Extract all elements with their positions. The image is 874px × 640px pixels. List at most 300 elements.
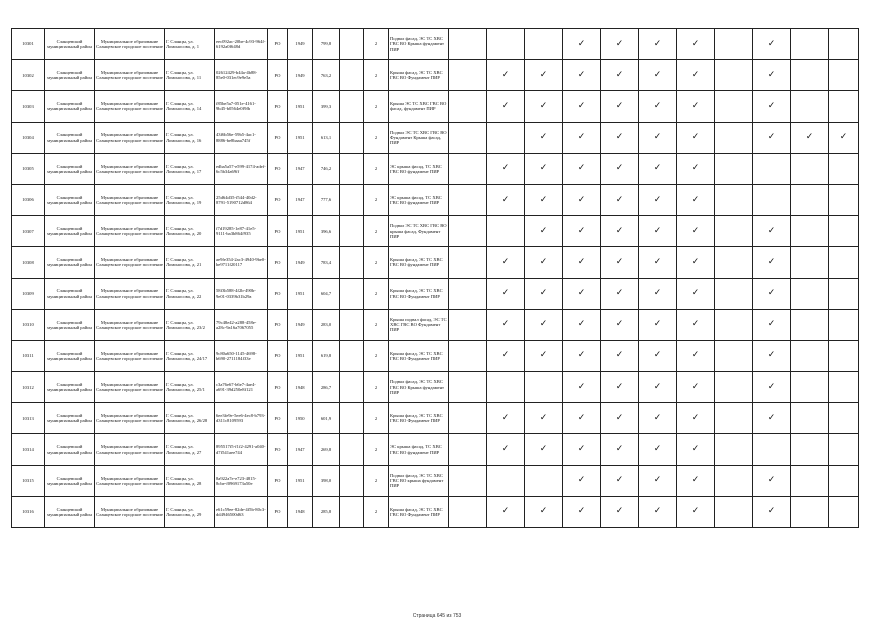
checkmark-icon: ✓ xyxy=(577,444,586,455)
form-cell: РО xyxy=(268,29,288,60)
guid-cell: 58f3b588-4f2b-490b-9e01-0339b31b29a xyxy=(215,278,268,309)
year-cell: 1951 xyxy=(288,91,313,122)
area-cell: 269,8 xyxy=(313,434,340,465)
checkmark-icon: ✓ xyxy=(501,288,510,299)
address-cell: Г. Сланцы, ул. Ломоносова, д. 21 xyxy=(165,247,215,278)
guid-cell: 79c48e42-a288-458e-a28c-9a16a7067055 xyxy=(215,309,268,340)
work-type-cell xyxy=(715,91,753,122)
work-type-cell xyxy=(487,29,525,60)
table-row xyxy=(12,122,859,153)
checkmark-icon: ✓ xyxy=(577,256,586,267)
works-cell: Крыша фасад, ЭС ТС ХВС ГВС ВО фундамент ПИР xyxy=(389,247,449,278)
empty-cell xyxy=(340,465,364,496)
guid-cell: 25d64d35-f544-40d2-8791-5190712d864 xyxy=(215,184,268,215)
checkmark-icon: ✓ xyxy=(691,163,700,174)
work-type-cell xyxy=(715,496,753,527)
work-type-cell xyxy=(563,184,601,215)
work-type-cell xyxy=(677,60,715,91)
work-type-cell xyxy=(563,465,601,496)
work-type-cell xyxy=(601,403,639,434)
municipality-cell: Муниципальное образование Сланцевское городское поселение xyxy=(95,122,165,153)
work-type-cell xyxy=(525,153,563,184)
checkmark-icon: ✓ xyxy=(615,319,624,330)
checkmark-icon: ✓ xyxy=(577,475,586,486)
checkmark-icon: ✓ xyxy=(577,69,586,80)
work-type-cell xyxy=(753,153,791,184)
checkmark-icon: ✓ xyxy=(653,256,662,267)
checkmark-icon: ✓ xyxy=(615,163,624,174)
work-type-cell xyxy=(639,496,677,527)
works-cell: Подвал фасад, ЭС ТС ХВС ГВС ВО крыша фундамент ПИР xyxy=(389,465,449,496)
work-type-cell xyxy=(677,496,715,527)
work-type-cell xyxy=(525,434,563,465)
checkmark-icon: ✓ xyxy=(615,475,624,486)
checkmark-icon: ✓ xyxy=(539,194,548,205)
work-type-cell xyxy=(563,153,601,184)
checkmark-icon: ✓ xyxy=(767,475,776,486)
work-type-cell xyxy=(715,278,753,309)
checkmark-icon: ✓ xyxy=(767,38,776,49)
works-cell: ЭС крыша фасад, ТС ХВС ГВС ВО фундамент ПИР xyxy=(389,153,449,184)
work-type-cell xyxy=(639,403,677,434)
row-id: 10306 xyxy=(12,184,45,215)
district-cell: Сланцевский муниципальный район xyxy=(45,340,95,371)
checkmark-icon: ✓ xyxy=(615,38,624,49)
checkmark-icon: ✓ xyxy=(615,100,624,111)
empty-cell xyxy=(340,216,364,247)
checkmark-icon: ✓ xyxy=(501,256,510,267)
district-cell: Сланцевский муниципальный район xyxy=(45,29,95,60)
address-cell: Г. Сланцы, ул. Ломоносова, д. 24/17 xyxy=(165,340,215,371)
empty-cell xyxy=(340,372,364,403)
district-cell: Сланцевский муниципальный район xyxy=(45,122,95,153)
year-cell: 1949 xyxy=(288,29,313,60)
checkmark-icon: ✓ xyxy=(767,506,776,517)
area-cell: 286,7 xyxy=(313,372,340,403)
number-cell: 2 xyxy=(364,122,389,153)
checkmark-icon: ✓ xyxy=(615,381,624,392)
work-type-cell xyxy=(753,372,791,403)
work-type-cell xyxy=(449,60,487,91)
year-cell: 1948 xyxy=(288,372,313,403)
table-row xyxy=(12,216,859,247)
table-row xyxy=(12,372,859,403)
work-type-cell xyxy=(829,60,859,91)
work-type-cell xyxy=(753,309,791,340)
district-cell: Сланцевский муниципальный район xyxy=(45,496,95,527)
area-cell: 399,3 xyxy=(313,91,340,122)
number-cell: 2 xyxy=(364,309,389,340)
checkmark-icon: ✓ xyxy=(691,412,700,423)
number-cell: 2 xyxy=(364,29,389,60)
work-type-cell xyxy=(791,29,829,60)
work-type-cell xyxy=(791,403,829,434)
table-row xyxy=(12,434,859,465)
district-cell: Сланцевский муниципальный район xyxy=(45,434,95,465)
number-cell: 2 xyxy=(364,372,389,403)
area-cell: 601,9 xyxy=(313,403,340,434)
checkmark-icon: ✓ xyxy=(539,319,548,330)
checkmark-icon: ✓ xyxy=(501,444,510,455)
work-type-cell xyxy=(677,278,715,309)
work-type-cell xyxy=(753,278,791,309)
work-type-cell xyxy=(753,184,791,215)
work-type-cell xyxy=(449,216,487,247)
work-type-cell xyxy=(487,434,525,465)
work-type-cell xyxy=(601,216,639,247)
works-cell: Крыша ЭС ТС ХВС ГВС ВО фасад, фундамент ПИР xyxy=(389,91,449,122)
housing-register-table xyxy=(11,28,859,528)
work-type-cell xyxy=(639,278,677,309)
work-type-cell xyxy=(829,153,859,184)
checkmark-icon: ✓ xyxy=(653,475,662,486)
works-cell: ЭС крыша фасад, ТС ХВС ГВС ВО фундамент ПИР xyxy=(389,434,449,465)
work-type-cell xyxy=(601,340,639,371)
work-type-cell xyxy=(563,60,601,91)
work-type-cell xyxy=(791,434,829,465)
work-type-cell xyxy=(791,91,829,122)
number-cell: 2 xyxy=(364,60,389,91)
form-cell: РО xyxy=(268,60,288,91)
work-type-cell xyxy=(677,465,715,496)
guid-cell: edba5a57-e599-4174-adef-6c5b34a69ff xyxy=(215,153,268,184)
work-type-cell xyxy=(449,496,487,527)
work-type-cell xyxy=(563,372,601,403)
checkmark-icon: ✓ xyxy=(653,163,662,174)
work-type-cell xyxy=(715,184,753,215)
work-type-cell xyxy=(525,465,563,496)
work-type-cell xyxy=(449,372,487,403)
work-type-cell xyxy=(449,184,487,215)
row-id: 10314 xyxy=(12,434,45,465)
work-type-cell xyxy=(601,91,639,122)
checkmark-icon: ✓ xyxy=(615,506,624,517)
number-cell: 2 xyxy=(364,184,389,215)
address-cell: Г. Сланцы, ул. Ломоносова, д. 25/1 xyxy=(165,372,215,403)
work-type-cell xyxy=(639,372,677,403)
empty-cell xyxy=(340,496,364,527)
work-type-cell xyxy=(449,434,487,465)
work-type-cell xyxy=(601,29,639,60)
work-type-cell xyxy=(677,184,715,215)
area-cell: 613,1 xyxy=(313,122,340,153)
work-type-cell xyxy=(791,247,829,278)
address-cell: Г. Сланцы, ул. Ломоносова, д. 11 xyxy=(165,60,215,91)
form-cell: РО xyxy=(268,91,288,122)
form-cell: РО xyxy=(268,247,288,278)
checkmark-icon: ✓ xyxy=(539,163,548,174)
work-type-cell xyxy=(829,247,859,278)
work-type-cell xyxy=(677,216,715,247)
checkmark-icon: ✓ xyxy=(577,132,586,143)
work-type-cell xyxy=(601,60,639,91)
work-type-cell xyxy=(487,309,525,340)
work-type-cell xyxy=(487,465,525,496)
checkmark-icon: ✓ xyxy=(653,132,662,143)
work-type-cell xyxy=(563,309,601,340)
checkmark-icon: ✓ xyxy=(691,475,700,486)
work-type-cell xyxy=(829,496,859,527)
guid-cell: 43f6b56e-59b5-4ac1-8886-be8baaa745f xyxy=(215,122,268,153)
checkmark-icon: ✓ xyxy=(653,194,662,205)
municipality-cell: Муниципальное образование Сланцевское городское поселение xyxy=(95,153,165,184)
work-type-cell xyxy=(449,340,487,371)
work-type-cell xyxy=(563,91,601,122)
district-cell: Сланцевский муниципальный район xyxy=(45,184,95,215)
row-id: 10305 xyxy=(12,153,45,184)
work-type-cell xyxy=(525,122,563,153)
work-type-cell xyxy=(639,122,677,153)
work-type-cell xyxy=(715,60,753,91)
area-cell: 396,6 xyxy=(313,216,340,247)
checkmark-icon: ✓ xyxy=(653,444,662,455)
checkmark-icon: ✓ xyxy=(539,350,548,361)
area-cell: 763,2 xyxy=(313,60,340,91)
year-cell: 1947 xyxy=(288,434,313,465)
year-cell: 1950 xyxy=(288,403,313,434)
guid-cell: f85be5a7-051e-4161-9b45-b0564e0f9fb xyxy=(215,91,268,122)
work-type-cell xyxy=(715,247,753,278)
municipality-cell: Муниципальное образование Сланцевское городское поселение xyxy=(95,91,165,122)
work-type-cell xyxy=(449,278,487,309)
row-id: 10302 xyxy=(12,60,45,91)
number-cell: 2 xyxy=(364,403,389,434)
checkmark-icon: ✓ xyxy=(615,350,624,361)
empty-cell xyxy=(340,153,364,184)
work-type-cell xyxy=(525,91,563,122)
checkmark-icon: ✓ xyxy=(767,412,776,423)
work-type-cell xyxy=(677,372,715,403)
empty-cell xyxy=(340,403,364,434)
checkmark-icon: ✓ xyxy=(767,288,776,299)
work-type-cell xyxy=(563,434,601,465)
checkmark-icon: ✓ xyxy=(691,319,700,330)
row-id: 10315 xyxy=(12,465,45,496)
work-type-cell xyxy=(639,29,677,60)
guid-cell: 9c80a650-1145-4698-b690-2711184f33e xyxy=(215,340,268,371)
work-type-cell xyxy=(601,184,639,215)
checkmark-icon: ✓ xyxy=(691,288,700,299)
checkmark-icon: ✓ xyxy=(577,194,586,205)
municipality-cell: Муниципальное образование Сланцевское городское поселение xyxy=(95,340,165,371)
area-cell: 398,0 xyxy=(313,465,340,496)
works-cell: Крыша фасад, ЭС ТС ХВС ГВС ВО Фундамент ПИР xyxy=(389,496,449,527)
table-row xyxy=(12,60,859,91)
form-cell: РО xyxy=(268,122,288,153)
checkmark-icon: ✓ xyxy=(653,225,662,236)
works-cell: Подвал фасад, ЭС ТС ХВС ГВС ВО Крыша фундамент ПИР xyxy=(389,372,449,403)
work-type-cell xyxy=(677,29,715,60)
address-cell: Г. Сланцы, ул. Ломоносова, д. 17 xyxy=(165,153,215,184)
work-type-cell xyxy=(449,465,487,496)
work-type-cell xyxy=(753,247,791,278)
work-type-cell xyxy=(829,465,859,496)
table-row xyxy=(12,403,859,434)
work-type-cell xyxy=(753,216,791,247)
work-type-cell xyxy=(563,216,601,247)
checkmark-icon: ✓ xyxy=(805,132,814,143)
checkmark-icon: ✓ xyxy=(653,350,662,361)
row-id: 10310 xyxy=(12,309,45,340)
municipality-cell: Муниципальное образование Сланцевское городское поселение xyxy=(95,247,165,278)
district-cell: Сланцевский муниципальный район xyxy=(45,309,95,340)
work-type-cell xyxy=(639,216,677,247)
year-cell: 1949 xyxy=(288,309,313,340)
work-type-cell xyxy=(829,91,859,122)
work-type-cell xyxy=(677,247,715,278)
district-cell: Сланцевский муниципальный район xyxy=(45,60,95,91)
checkmark-icon: ✓ xyxy=(653,69,662,80)
year-cell: 1948 xyxy=(288,496,313,527)
work-type-cell xyxy=(715,216,753,247)
checkmark-icon: ✓ xyxy=(577,225,586,236)
checkmark-icon: ✓ xyxy=(539,100,548,111)
address-cell: Г. Сланцы, ул. Ломоносова, д. 26/28 xyxy=(165,403,215,434)
year-cell: 1951 xyxy=(288,216,313,247)
checkmark-icon: ✓ xyxy=(767,132,776,143)
municipality-cell: Муниципальное образование Сланцевское городское поселение xyxy=(95,278,165,309)
address-cell: Г. Сланцы, ул. Ломоносова, д. 20 xyxy=(165,216,215,247)
work-type-cell xyxy=(487,340,525,371)
municipality-cell: Муниципальное образование Сланцевское городское поселение xyxy=(95,434,165,465)
work-type-cell xyxy=(487,153,525,184)
checkmark-icon: ✓ xyxy=(615,288,624,299)
checkmark-icon: ✓ xyxy=(615,194,624,205)
work-type-cell xyxy=(791,496,829,527)
work-type-cell xyxy=(601,372,639,403)
work-type-cell xyxy=(601,153,639,184)
work-type-cell xyxy=(525,184,563,215)
checkmark-icon: ✓ xyxy=(691,100,700,111)
checkmark-icon: ✓ xyxy=(615,412,624,423)
work-type-cell xyxy=(715,465,753,496)
work-type-cell xyxy=(639,465,677,496)
checkmark-icon: ✓ xyxy=(501,194,510,205)
work-type-cell xyxy=(639,340,677,371)
guid-cell: eec092ac-20be-4c93-964f-6192a0f648d xyxy=(215,29,268,60)
area-cell: 746,2 xyxy=(313,153,340,184)
work-type-cell xyxy=(715,153,753,184)
form-cell: РО xyxy=(268,278,288,309)
work-type-cell xyxy=(829,403,859,434)
work-type-cell xyxy=(487,372,525,403)
form-cell: РО xyxy=(268,372,288,403)
number-cell: 2 xyxy=(364,153,389,184)
work-type-cell xyxy=(715,403,753,434)
area-cell: 604,7 xyxy=(313,278,340,309)
checkmark-icon: ✓ xyxy=(577,506,586,517)
work-type-cell xyxy=(829,278,859,309)
checkmark-icon: ✓ xyxy=(691,132,700,143)
work-type-cell xyxy=(487,216,525,247)
empty-cell xyxy=(340,247,364,278)
row-id: 10313 xyxy=(12,403,45,434)
checkmark-icon: ✓ xyxy=(539,506,548,517)
year-cell: 1947 xyxy=(288,153,313,184)
checkmark-icon: ✓ xyxy=(615,132,624,143)
work-type-cell xyxy=(715,372,753,403)
municipality-cell: Муниципальное образование Сланцевское городское поселение xyxy=(95,403,165,434)
checkmark-icon: ✓ xyxy=(767,225,776,236)
number-cell: 2 xyxy=(364,434,389,465)
work-type-cell xyxy=(639,184,677,215)
table-row xyxy=(12,309,859,340)
district-cell: Сланцевский муниципальный район xyxy=(45,91,95,122)
work-type-cell xyxy=(525,216,563,247)
work-type-cell xyxy=(791,278,829,309)
empty-cell xyxy=(340,122,364,153)
work-type-cell xyxy=(829,29,859,60)
works-cell: Подвал фасад, ЭС ТС ХВС ГВС ВО Крыша фундамент ПИР xyxy=(389,29,449,60)
checkmark-icon: ✓ xyxy=(767,100,776,111)
checkmark-icon: ✓ xyxy=(539,225,548,236)
work-type-cell xyxy=(753,29,791,60)
checkmark-icon: ✓ xyxy=(501,412,510,423)
work-type-cell xyxy=(563,340,601,371)
checkmark-icon: ✓ xyxy=(653,100,662,111)
work-type-cell xyxy=(639,60,677,91)
row-id: 10308 xyxy=(12,247,45,278)
work-type-cell xyxy=(449,247,487,278)
address-cell: Г. Сланцы, ул. Ломоносова, д. 28 xyxy=(165,465,215,496)
work-type-cell xyxy=(677,434,715,465)
form-cell: РО xyxy=(268,465,288,496)
checkmark-icon: ✓ xyxy=(501,350,510,361)
work-type-cell xyxy=(715,309,753,340)
work-type-cell xyxy=(715,29,753,60)
checkmark-icon: ✓ xyxy=(691,381,700,392)
table-body xyxy=(12,29,859,528)
address-cell: Г. Сланцы, ул. Ломоносова, д. 19 xyxy=(165,184,215,215)
empty-cell xyxy=(340,184,364,215)
work-type-cell xyxy=(487,247,525,278)
work-type-cell xyxy=(487,496,525,527)
work-type-cell xyxy=(791,60,829,91)
checkmark-icon: ✓ xyxy=(501,163,510,174)
checkmark-icon: ✓ xyxy=(577,100,586,111)
checkmark-icon: ✓ xyxy=(653,381,662,392)
works-cell: ЭС крыша фасад, ТС ХВС ГВС ВО фундамент ПИР xyxy=(389,184,449,215)
work-type-cell xyxy=(753,122,791,153)
work-type-cell xyxy=(677,340,715,371)
address-cell: Г. Сланцы, ул. Ломоносова, д. 22 xyxy=(165,278,215,309)
work-type-cell xyxy=(829,340,859,371)
work-type-cell xyxy=(525,340,563,371)
work-type-cell xyxy=(639,309,677,340)
checkmark-icon: ✓ xyxy=(691,38,700,49)
work-type-cell xyxy=(829,309,859,340)
checkmark-icon: ✓ xyxy=(691,256,700,267)
table-row xyxy=(12,91,859,122)
year-cell: 1951 xyxy=(288,278,313,309)
checkmark-icon: ✓ xyxy=(539,412,548,423)
year-cell: 1949 xyxy=(288,247,313,278)
empty-cell xyxy=(340,278,364,309)
number-cell: 2 xyxy=(364,278,389,309)
work-type-cell xyxy=(639,247,677,278)
work-type-cell xyxy=(601,278,639,309)
checkmark-icon: ✓ xyxy=(691,194,700,205)
checkmark-icon: ✓ xyxy=(653,412,662,423)
checkmark-icon: ✓ xyxy=(577,412,586,423)
works-cell: Крыша фасад, ЭС ТС ХВС ГВС ВО Фундамент ПИР xyxy=(389,278,449,309)
row-id: 10312 xyxy=(12,372,45,403)
checkmark-icon: ✓ xyxy=(691,225,700,236)
municipality-cell: Муниципальное образование Сланцевское городское поселение xyxy=(95,496,165,527)
work-type-cell xyxy=(487,403,525,434)
checkmark-icon: ✓ xyxy=(577,319,586,330)
form-cell: РО xyxy=(268,184,288,215)
